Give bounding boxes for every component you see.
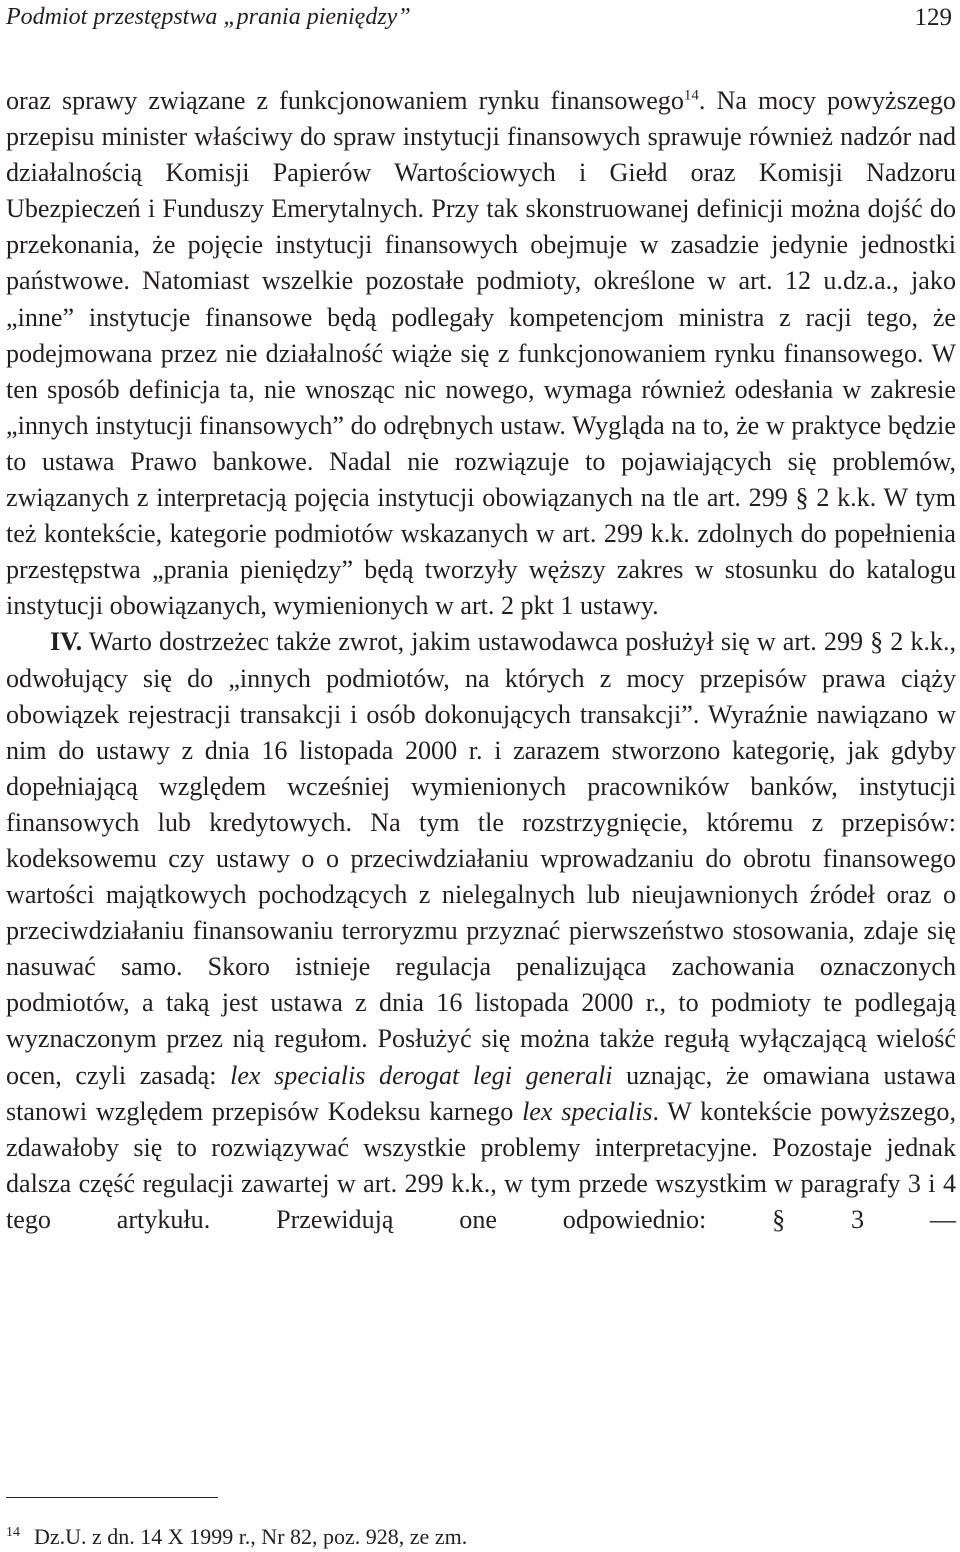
footnote-text: Dz.U. z dn. 14 X 1999 r., Nr 82, poz. 928, ze zm. bbox=[34, 1524, 468, 1549]
section-number: IV. bbox=[50, 627, 83, 657]
latin-maxim: lex specialis derogat legi generali bbox=[230, 1060, 613, 1090]
running-header bbox=[6, 4, 952, 44]
body-text bbox=[6, 83, 956, 1238]
paragraph-1-text-a: oraz sprawy związane z funkcjonowaniem rynku finansowego bbox=[6, 86, 684, 115]
page-number: 129 bbox=[914, 4, 952, 31]
footnote-number: 14 bbox=[6, 1525, 20, 1540]
paragraph-2-text-b: uznając, że omawiana ustawa stanowi względem przepisów Kodeksu karnego bbox=[6, 1060, 956, 1126]
paragraph-2-text-a: Warto dostrzeżec także zwrot, jakim ustawodawca posłużył się w art. 299 § 2 k.k., odwołujący się do „innych podmiotów, na których z mocy przepisów prawa ciąży obowiązek rejestracji transakcji i osób dokonujących transakcji”. Wyraźnie nawiązano w nim do ustawy z dnia 16 listopada 2000 r. i zarazem stworzono kategorię, jak gdyby dopełniającą względem wcześniej wymienionych pracowników banków, instytucji finansowych lub kredytowych. Na tym tle rozstrzygnięcie, któremu z przepisów: kodeksowemu czy ustawy o o przeciwdziałaniu wprowadzaniu do obrotu finansowego wartości majątkowych pochodzących z nielegalnych lub nieujawnionych źródeł oraz o przeciwdziałaniu finansowaniu terroryzmu przyznać pierwszeństwo stosowania, zdaje się nasuwać samo. Skoro istnieje regulacja penalizująca zachowania oznaczonych podmiotów, a taką jest ustawa z dnia 16 listopada 2000 r., to podmioty te podlegają wyznaczonym przez nią regułom. Posłużyć się można także regułą wyłączającą wielość ocen, czyli zasadą: bbox=[6, 627, 956, 1090]
paragraph-2-text-c: . W kontekście powyższego, zdawałoby się to rozwiązywać wszystkie problemy interpretacyjne. Pozostaje jednak dalsza część regulacji zawartej w art. 299 k.k., w tym przede wszystkim w paragrafy 3 i 4 tego artykułu. Przewidują one odpowiednio: § 3 — bbox=[6, 1096, 956, 1234]
footnote bbox=[6, 1520, 946, 1550]
latin-term: lex specialis bbox=[522, 1096, 653, 1126]
footnote-reference[interactable]: 14 bbox=[683, 87, 699, 104]
paragraph-1 bbox=[6, 83, 956, 624]
paragraph-2 bbox=[6, 624, 956, 1238]
running-title: Podmiot przestępstwa „prania pieniędzy” bbox=[6, 4, 411, 30]
paragraph-1-text-b: . Na mocy powyższego przepisu minister właściwy do spraw instytucji finansowych sprawuje również nadzór nad działalnością Komisji Papierów Wartościowych i Giełd oraz Komisji Nadzoru Ubezpieczeń i Funduszy Emerytalnych. Przy tak skonstruowanej definicji można dojść do przekonania, że pojęcie instytucji finansowych obejmuje w zasadzie jedynie jednostki państwowe. Natomiast wszelkie pozostałe podmioty, określone w art. 12 u.dz.a., jako „inne” instytucje finansowe będą podlegały kompetencjom ministra z racji tego, że podejmowana przez nie działalność wiąże się z funkcjonowaniem rynku finansowego. W ten sposób definicja ta, nie wnosząc nic nowego, wymaga również odesłania w zakresie „innych instytucji finansowych” do odrębnych ustaw. Wygląda na to, że w praktyce będzie to ustawa Prawo bankowe. Nadal nie rozwiązuje to pojawiających się problemów, związanych z interpretacją pojęcia instytucji obowiązanych na tle art. 299 § 2 k.k. W tym też kontekście, kategorie podmiotów wskazanych w art. 299 k.k. zdolnych do popełnienia przestępstwa „prania pieniędzy” będą tworzyły węższy zakres w stosunku do katalogu instytucji obowiązanych, wymienionych w art. 2 pkt 1 ustawy. bbox=[6, 86, 956, 621]
footnote-separator bbox=[6, 1497, 218, 1498]
